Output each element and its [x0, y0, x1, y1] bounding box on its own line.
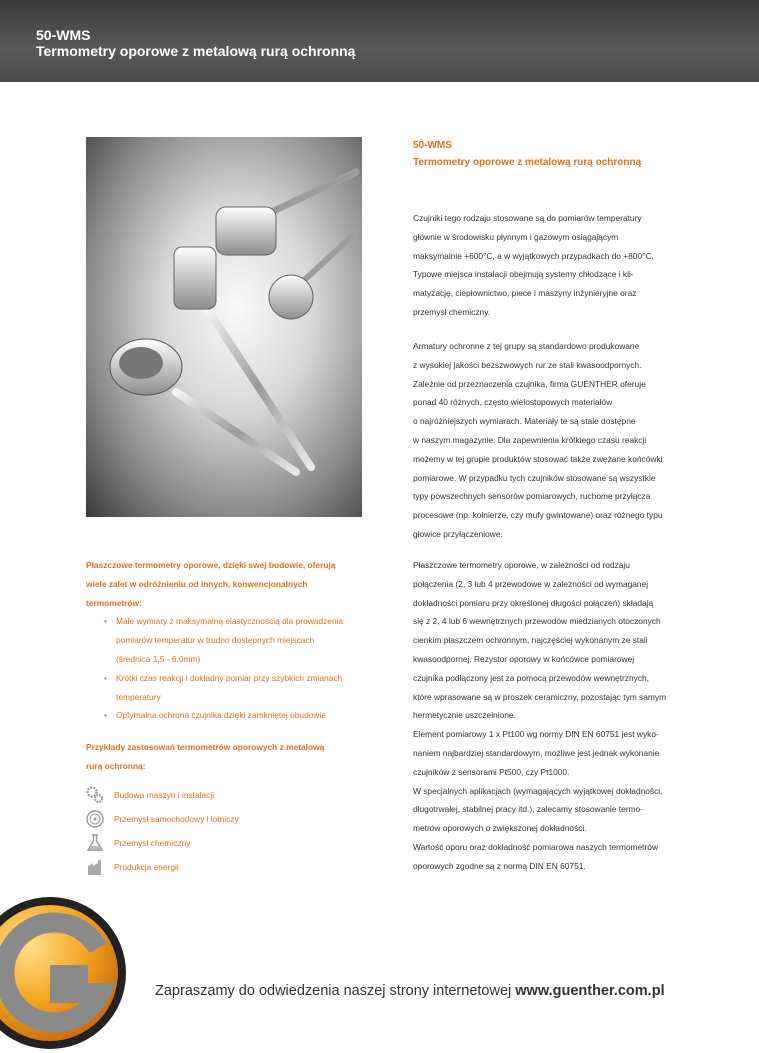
intro-line: wiele zalet w odróżnieniu od innych, konwencjonalnych	[86, 578, 308, 589]
text-line: się z 2, 4 lub 6 wewnętrznych przewodów miedzianych otoczonych	[413, 616, 661, 627]
text-line: które wprasowane są w proszek ceramiczny, pozostając tym samym	[413, 691, 667, 702]
text-line: dokładności pomiaru przy określonej długości połączeń) składają	[413, 597, 654, 608]
intro-line: termometrów:	[86, 597, 142, 608]
application-item	[86, 858, 326, 878]
text-line: oporowych zgodne są z normą DIN EN 60751.	[413, 860, 586, 871]
text-line: naniem najbardziej standardowym, możliwe jest jednak wykonanie	[413, 747, 660, 758]
footer-text: Zapraszamy do odwiedzenia naszej strony internetowej	[155, 983, 516, 999]
bullet-item	[86, 669, 376, 707]
text-line: możemy w tej grupie produktów stosować także zwężane końcówki	[413, 453, 663, 464]
text-line: Płaszczowe termometry oporowe, w zależności od rodzaju	[413, 560, 630, 570]
text-line: procesowe (np. kołnierze, czy mufy gwintowane) oraz różnego typu	[413, 510, 663, 521]
description-paragraph-3	[413, 556, 703, 876]
header-product-title: Termometry oporowe z metalową rurą ochronną	[36, 43, 356, 59]
website-link[interactable]: www.guenther.com.pl	[515, 983, 665, 999]
intro-line: Płaszczowe termometry oporowe, dzięki swej budowie, oferują	[86, 560, 336, 570]
application-item	[86, 834, 326, 854]
factory-icon	[86, 858, 104, 876]
text-line: Czujniki tego rodzaju stosowane są do pomiarów temperatury	[413, 213, 642, 223]
application-label: Budowa maszyn i instalacji	[114, 790, 215, 800]
text-line: Typowe miejsca instalacji obejmują systemy chłodzące i kli-	[413, 269, 634, 280]
section-product-title: Termometry oporowe z metalową rurą ochronną	[413, 157, 642, 168]
product-photo	[86, 137, 362, 517]
application-label: Produkcja energii	[114, 862, 179, 872]
bullet-item	[86, 706, 376, 725]
text-line: matyzację, ciepłownictwo, piece i maszyny inżynieryjne oraz	[413, 288, 637, 299]
text-line: Armatury ochronne z tej grupy są standardowo produkowane	[413, 341, 640, 351]
text-line: metrów oporowych o zwiększonej dokładności.	[413, 823, 587, 834]
page-header	[0, 0, 759, 82]
description-paragraph-2	[413, 337, 703, 544]
text-line: ponad 40 różnych, często wielostopowych materiałów	[413, 397, 613, 408]
bullet-marker: •	[104, 616, 107, 627]
text-line: Wartość oporu oraz dokładność pomiarowa naszych termometrów	[413, 841, 658, 852]
bullet-marker: •	[104, 710, 107, 721]
text-line: typy powszechnych sensorów pomiarowych, ruchome przyłącza	[413, 491, 651, 502]
bullet-line: temperatury	[116, 691, 161, 702]
footer-invitation	[155, 983, 665, 999]
text-line: z wysokiej jakości bezszwowych rur ze stali kwasoodpornych.	[413, 359, 642, 370]
advantages-section	[86, 556, 376, 725]
bullet-marker: •	[104, 672, 107, 683]
application-label: Przemysł chemiczny	[114, 838, 191, 848]
description-paragraph-1	[413, 209, 703, 322]
text-line: Element pomiarowy 1 x Pt100 wg normy DIN EN 60751 jest wyko-	[413, 729, 659, 740]
bullet-line: pomiarów temperatur w trudno dostępnych miejscach	[116, 635, 315, 646]
application-item	[86, 786, 326, 806]
text-line: w naszym magazynie. Dla zapewnienia krótkiego czasu reakcji	[413, 434, 647, 445]
bullet-line: Małe wymiary z maksymalną elastycznością dla prowadzenia	[116, 616, 344, 627]
heading-line: rurą ochronną:	[86, 760, 146, 771]
application-item	[86, 810, 326, 830]
text-line: przemysł chemiczny.	[413, 306, 491, 317]
bullet-line: (średnica 1,5 - 6,0mm)	[116, 653, 201, 664]
bullet-item	[86, 612, 376, 668]
text-line: Zależnie od przeznaczenia czujnika, firma GUENTHER oferuje	[413, 378, 646, 389]
bullet-line: Krótki czas reakcji i dokładny pomiar przy szybkich zmianach	[116, 672, 343, 683]
text-line: czujników z sensorami Pt500, czy Pt1000.	[413, 766, 570, 777]
text-line: cienkim płaszczem ochronnym, najczęściej wykonanym ze stali	[413, 635, 648, 646]
header-product-code: 50-WMS	[36, 27, 91, 43]
application-label: Przemysł samochodowy i lotniczy	[114, 814, 239, 824]
text-line: głowice przyłączeniowe.	[413, 528, 503, 539]
examples-heading	[86, 738, 376, 776]
text-line: maksymalnie +600°C, a w wyjątkowych przypadkach do +800°C.	[413, 250, 654, 261]
company-logo	[0, 893, 130, 1053]
text-line: kwasoodpornej. Rezystor oporowy w końcówce pomiarowej	[413, 653, 635, 664]
heading-line: Przykłady zastosowań termometrów oporowych z metalową	[86, 742, 325, 752]
text-line: hermetycznie uszczelnione.	[413, 710, 516, 721]
thermometer-illustration	[86, 137, 362, 517]
gears-icon	[86, 786, 104, 804]
text-line: długotrwałej, stabilnej pracy itd.), zalecamy stosowanie termo-	[413, 804, 643, 815]
bullet-line: Optymalna ochrona czujnika dzięki zamkniętej obudowie	[116, 710, 326, 721]
text-line: połączenia (2, 3 lub 4 przewodowe w zależności od wymaganej	[413, 578, 649, 589]
text-line: pomiarowe. W przypadku tych czujników stosowane są wszystkie	[413, 472, 656, 483]
text-line: W specjalnych aplikacjach (wymagających wyjątkowej dokładności,	[413, 785, 663, 796]
text-line: o najróżniejszych wymiarach. Materiały te są stale dostępne	[413, 416, 636, 427]
section-product-code: 50-WMS	[413, 140, 452, 151]
text-line: głównie w środowisku płynnym i gazowym osiągającym	[413, 231, 619, 242]
wheel-icon	[86, 810, 104, 828]
flask-icon	[86, 834, 104, 852]
text-line: czujnika podłączony jest za pomocą przewodów wewnętrznych,	[413, 672, 650, 683]
